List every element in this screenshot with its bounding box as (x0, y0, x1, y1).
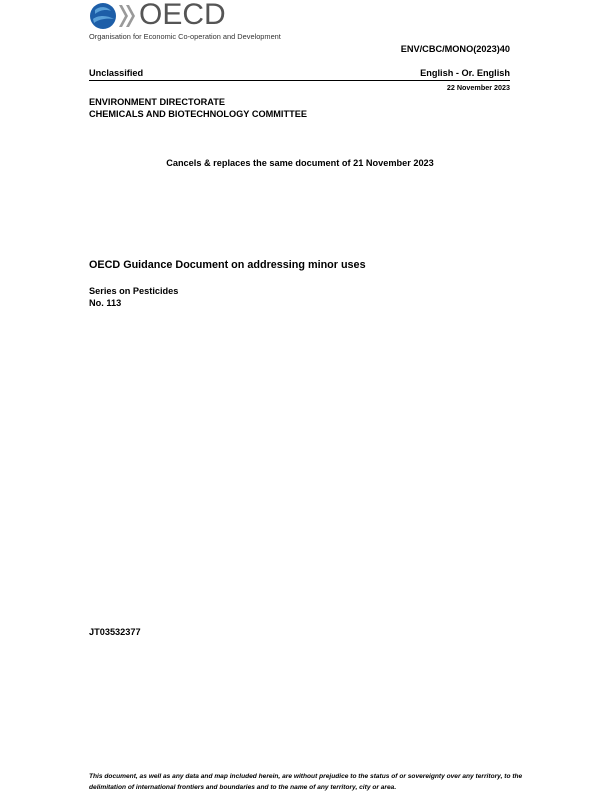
classification-label: Unclassified (89, 68, 144, 78)
cancels-notice: Cancels & replaces the same document of 21 November 2023 (166, 158, 434, 168)
disclaimer-line-1: This document, as well as any data and map included herein, are without prejudice to the status of or sovereignty over any territory, to the (89, 773, 523, 780)
logo-tagline: Organisation for Economic Co-operation and Development (89, 32, 281, 41)
document-reference: ENV/CBC/MONO(2023)40 (400, 44, 510, 54)
directorate-name: ENVIRONMENT DIRECTORATE (89, 97, 225, 107)
language-label: English - Or. English (420, 68, 510, 78)
series-number: No. 113 (89, 298, 122, 308)
disclaimer (89, 771, 529, 793)
document-date: 22 November 2023 (446, 83, 510, 92)
oecd-wordmark: OECD (139, 0, 226, 31)
series-name: Series on Pesticides (89, 286, 179, 296)
disclaimer-line-2: delimitation of international frontiers and boundaries and to the name of any territory, city or area. (89, 784, 397, 791)
committee-name: CHEMICALS AND BIOTECHNOLOGY COMMITTEE (89, 109, 307, 119)
jt-code: JT03532377 (89, 627, 141, 637)
document-title: OECD Guidance Document on addressing minor uses (89, 259, 366, 271)
classification-row (89, 68, 510, 81)
